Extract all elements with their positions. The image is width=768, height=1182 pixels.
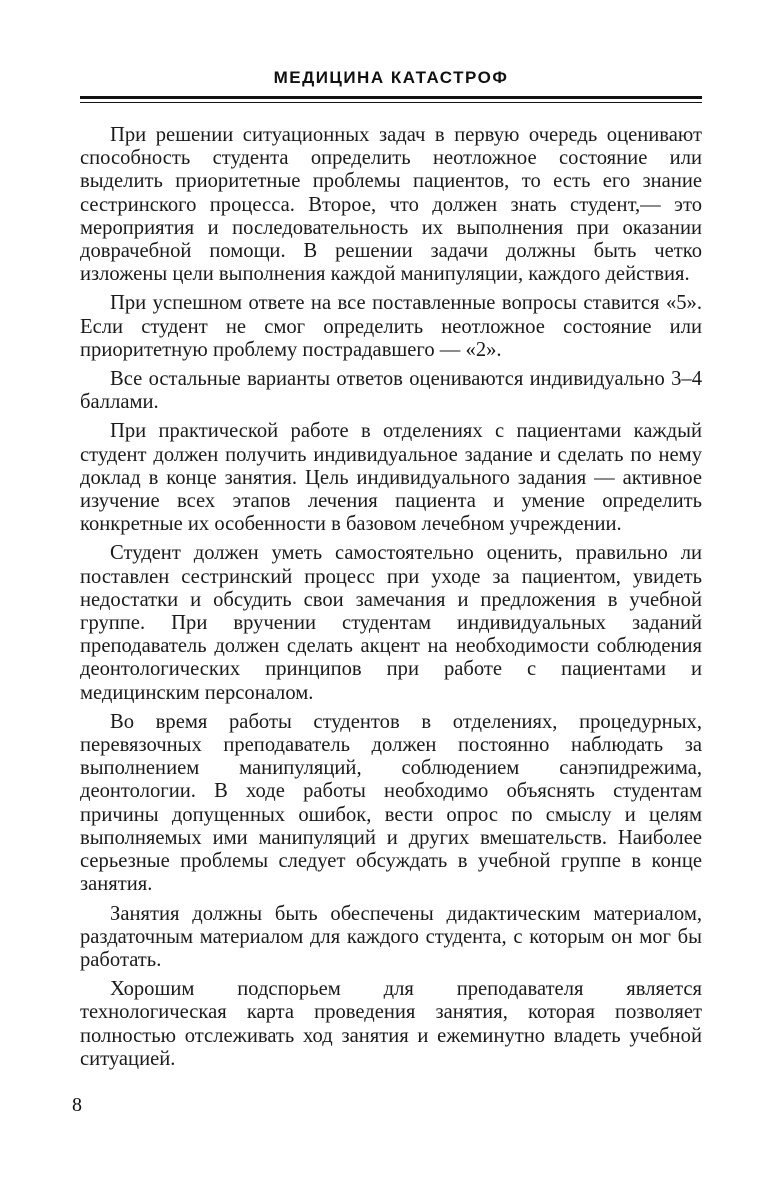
paragraph-7: Занятия должны быть обеспечены дидактическим материалом, раздаточным материалом для каждого студента, с которым он мог бы работать.	[80, 902, 702, 971]
paragraph-4: При практической работе в отделениях с пациентами каждый студент должен получить индивидуальное задание и сделать по нему доклад в конце занятия. Цель индивидуального задания — активное изучение всех этапов лечения пациента и умение определить конкретные их особенности в базовом лечебном учреждении.	[80, 420, 702, 536]
header-rule-thick	[80, 96, 702, 99]
running-head-title: МЕДИЦИНА КАТАСТРОФ	[273, 68, 509, 87]
paragraph-8: Хорошим подспорьем для преподавателя является технологическая карта проведения занятия, которая позволяет полностью отслеживать ход занятия и ежеминутно владеть учебной ситуацией.	[80, 978, 702, 1070]
paragraph-6: Во время работы студентов в отделениях, процедурных, перевязочных преподаватель должен постоянно наблюдать за выполнением манипуляций, соблюдением санэпидрежима, деонтологии. В ходе работы необходимо объяснять студентам причины допущенных ошибок, вести опрос по смыслу и целям выполняемых ими манипуляций и других вмешательств. Наиболее серьезные проблемы следует обсуждать в учебной группе в конце занятия.	[80, 710, 702, 896]
page-number: 8	[72, 1094, 82, 1116]
header-rule-thin	[80, 102, 702, 103]
body-text	[80, 124, 702, 1077]
paragraph-2: При успешном ответе на все поставленные вопросы ставится «5». Если студент не смог определить неотложное состояние или приоритетную проблему пострадавшего — «2».	[80, 292, 702, 361]
paragraph-3: Все остальные варианты ответов оцениваются индивидуально 3–4 баллами.	[80, 368, 702, 414]
paragraph-1: При решении ситуационных задач в первую очередь оценивают способность студента определить неотложное состояние или выделить приоритетные проблемы пациентов, то есть его знание сестринского процесса. Второе, что должен знать студент,— это мероприятия и последовательность их выполнения при оказании доврачебной помощи. В решении задачи должны быть четко изложены цели выполнения каждой манипуляции, каждого действия.	[80, 124, 702, 286]
paragraph-5: Студент должен уметь самостоятельно оценить, правильно ли поставлен сестринский процесс при уходе за пациентом, увидеть недостатки и обсудить свои замечания и предложения в учебной группе. При вручении студентам индивидуальных заданий преподаватель должен сделать акцент на необходимости соблюдения деонтологических принципов при работе с пациентами и медицинским персоналом.	[80, 542, 702, 704]
